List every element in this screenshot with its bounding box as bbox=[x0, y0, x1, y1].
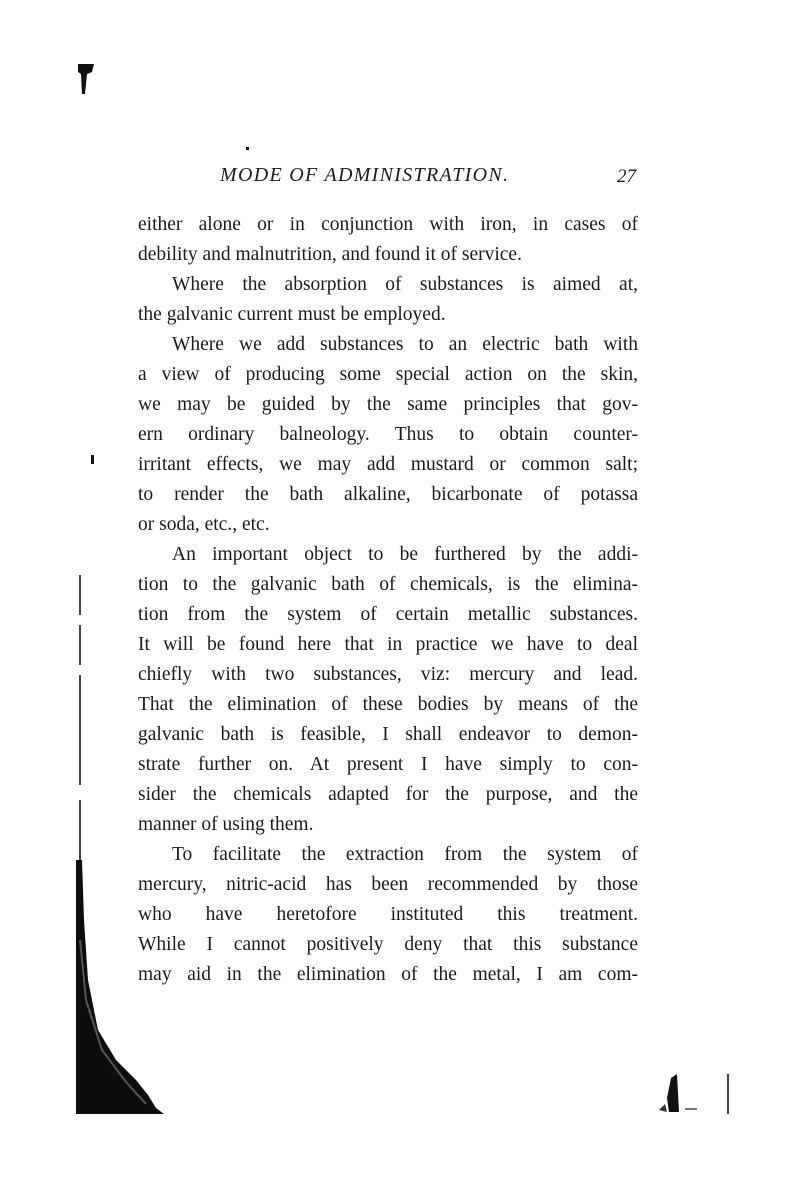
scan-speck bbox=[91, 455, 94, 464]
text-line: An important object to be furthered by the addi- bbox=[172, 544, 638, 565]
text-line: irritant effects, we may add mustard or common salt; bbox=[138, 454, 638, 475]
text-line: debility and malnutrition, and found it of service. bbox=[138, 244, 522, 265]
scan-artifact-footer bbox=[655, 1074, 705, 1114]
text-line: To facilitate the extraction from the system of bbox=[172, 844, 638, 865]
text-line: manner of using them. bbox=[138, 814, 314, 835]
text-line: we may be guided by the same principles that gov- bbox=[138, 394, 638, 415]
margin-rule bbox=[79, 675, 81, 785]
body-text bbox=[138, 210, 638, 990]
text-line: That the elimination of these bodies by means of the bbox=[138, 694, 638, 715]
margin-rule bbox=[79, 625, 81, 665]
text-line: who have heretofore instituted this treatment. bbox=[138, 904, 638, 925]
scan-speck bbox=[246, 147, 249, 150]
margin-rule bbox=[727, 1074, 729, 1114]
text-line: Where we add substances to an electric bath with bbox=[172, 334, 638, 355]
text-line: sider the chemicals adapted for the purpose, and the bbox=[138, 784, 638, 805]
text-line: Where the absorption of substances is aimed at, bbox=[172, 274, 638, 295]
text-line: It will be found here that in practice we have to deal bbox=[138, 634, 638, 655]
text-line: strate further on. At present I have simply to con- bbox=[138, 754, 638, 775]
text-line: mercury, nitric-acid has been recommended by those bbox=[138, 874, 638, 895]
page-number: 27 bbox=[617, 166, 636, 187]
text-line: to render the bath alkaline, bicarbonate of potassa bbox=[138, 484, 638, 505]
text-line: tion to the galvanic bath of chemicals, is the elimina- bbox=[138, 574, 638, 595]
text-line: tion from the system of certain metallic substances. bbox=[138, 604, 638, 625]
text-line: may aid in the elimination of the metal, I am com- bbox=[138, 964, 638, 985]
text-line: While I cannot positively deny that this substance bbox=[138, 934, 638, 955]
text-line: galvanic bath is feasible, I shall endeavor to demon- bbox=[138, 724, 638, 745]
text-line: ern ordinary balneology. Thus to obtain counter- bbox=[138, 424, 638, 445]
text-line: either alone or in conjunction with iron, in cases of bbox=[138, 214, 638, 235]
text-line: chiefly with two substances, viz: mercury and lead. bbox=[138, 664, 638, 685]
text-line: or soda, etc., etc. bbox=[138, 514, 270, 535]
margin-rule bbox=[79, 800, 81, 860]
running-title: MODE OF ADMINISTRATION. bbox=[220, 164, 510, 186]
text-line: a view of producing some special action on the skin, bbox=[138, 364, 638, 385]
page-header bbox=[138, 164, 638, 194]
scan-artifact-corner bbox=[77, 64, 95, 94]
text-line: the galvanic current must be employed. bbox=[138, 304, 446, 325]
margin-rule bbox=[79, 575, 81, 615]
